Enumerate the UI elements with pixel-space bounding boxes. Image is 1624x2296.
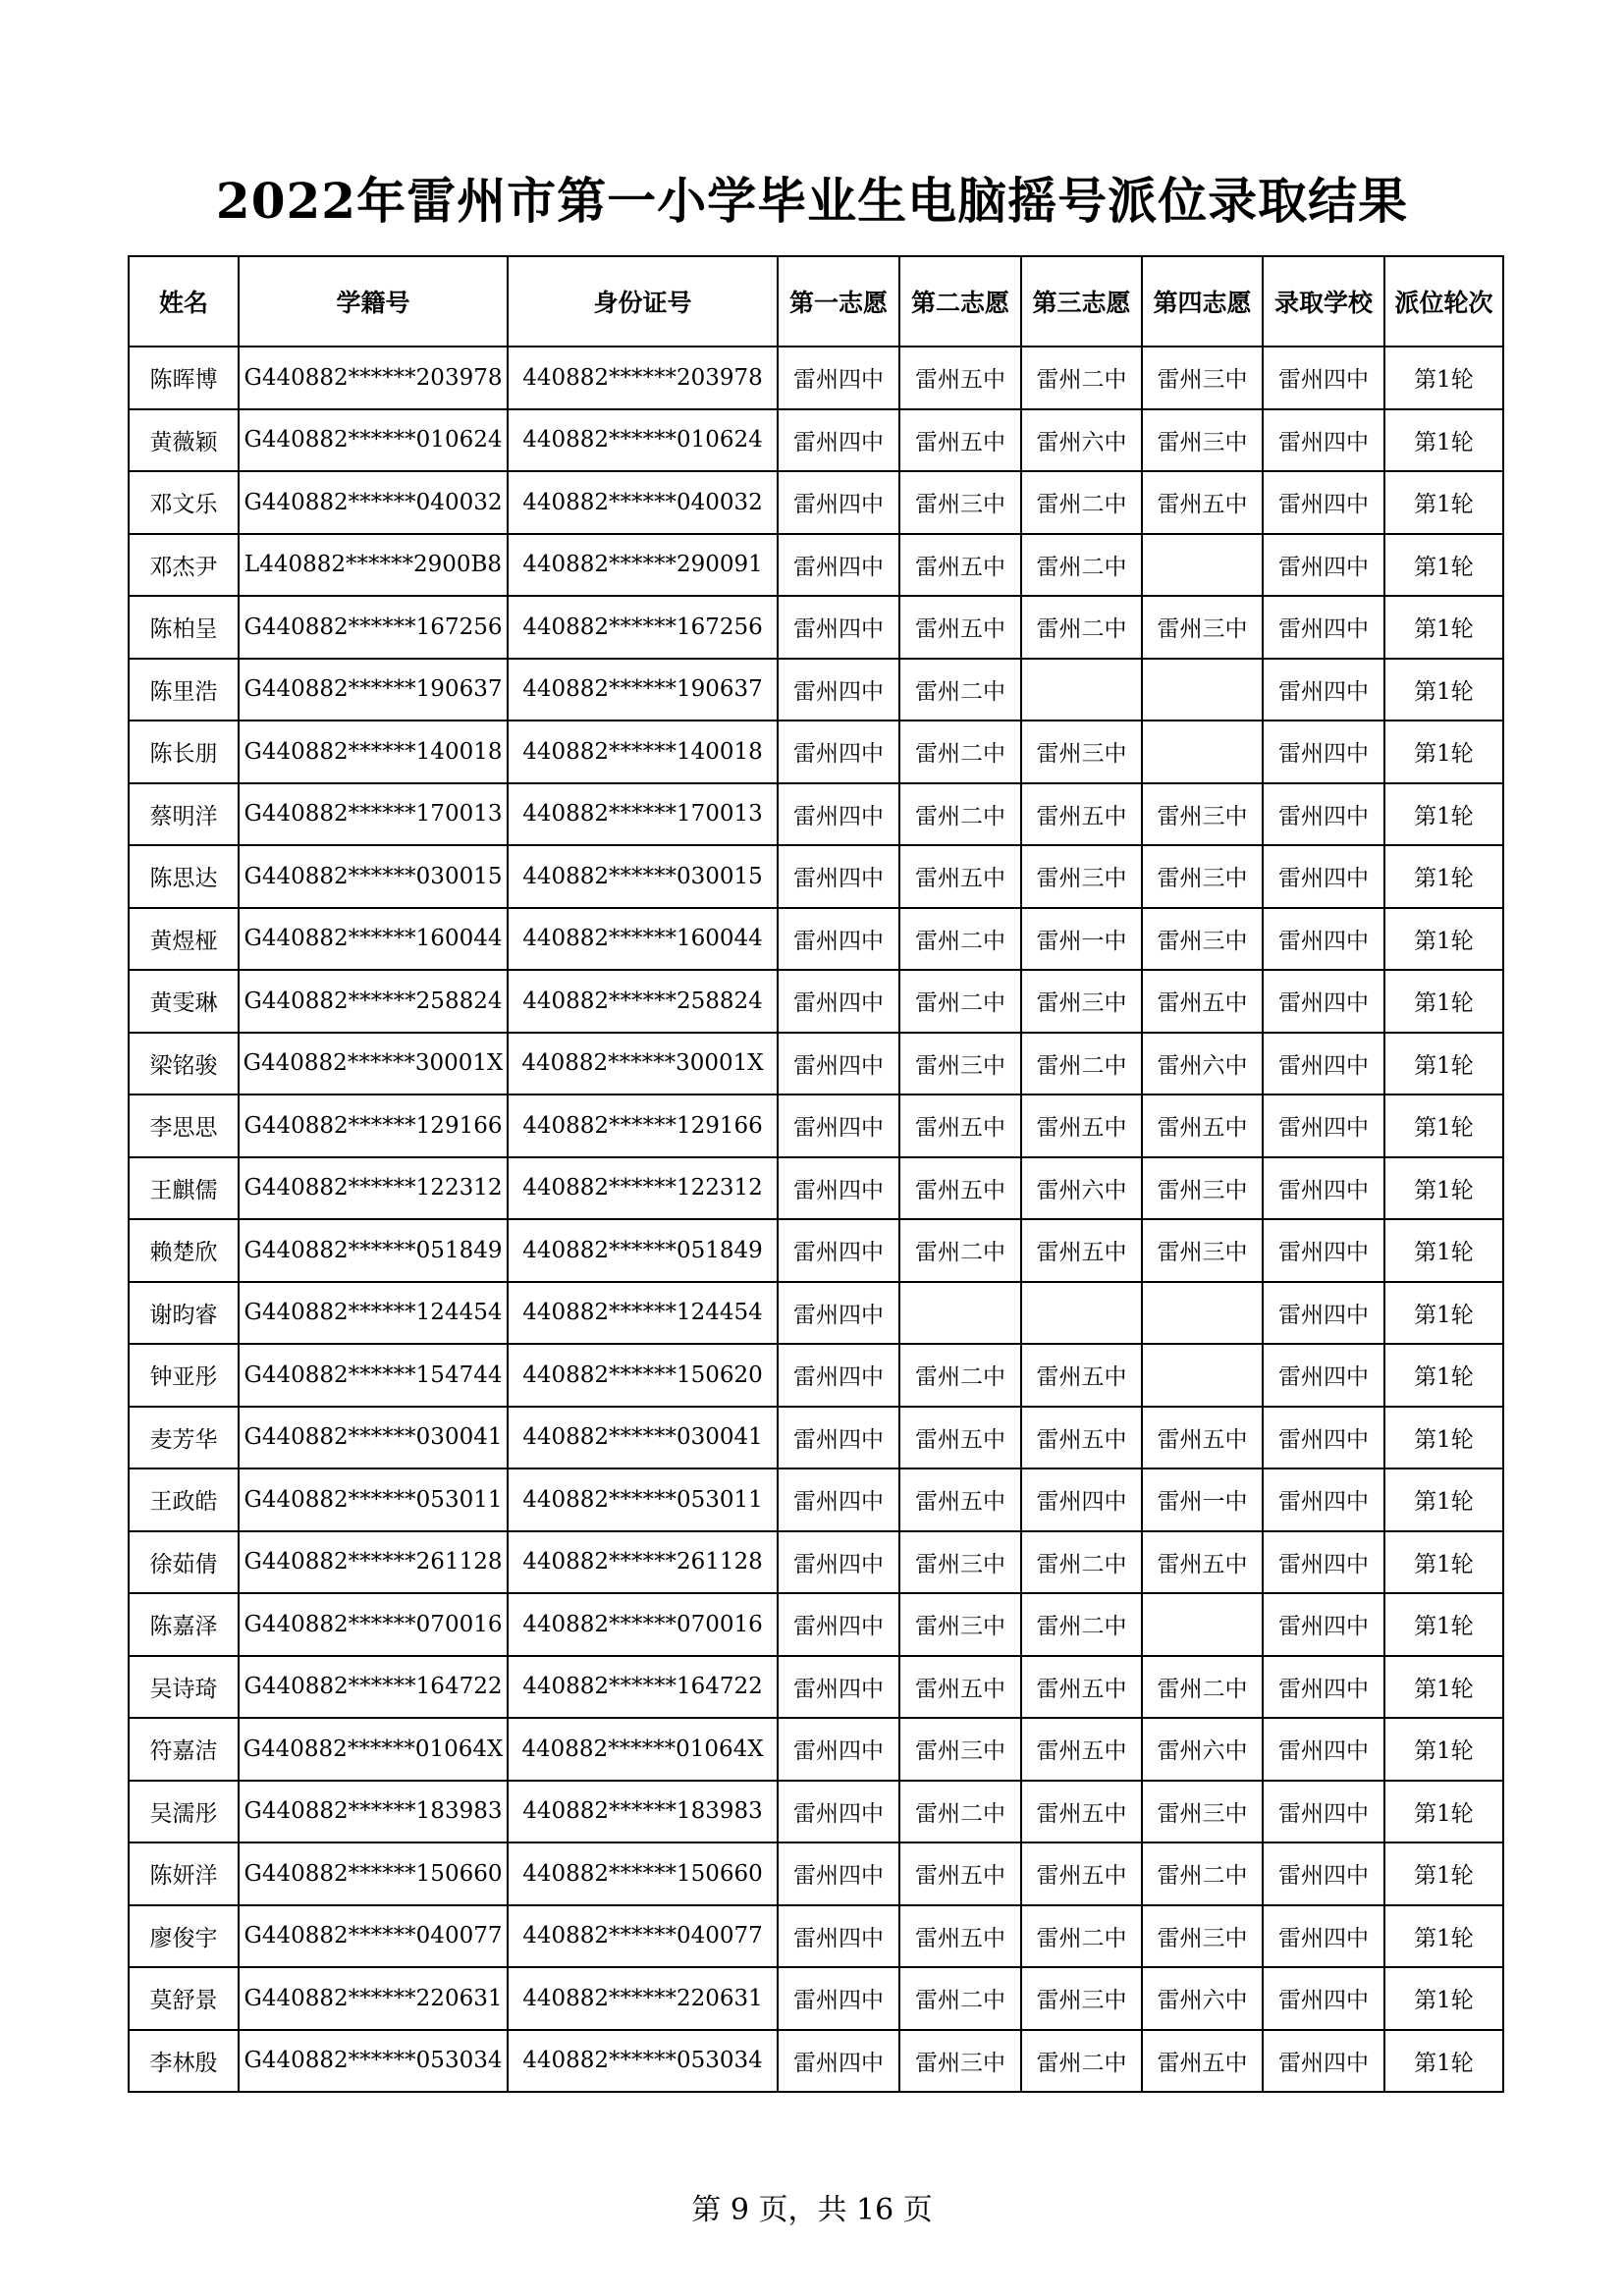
cell-choice-2: 雷州二中	[899, 908, 1021, 971]
cell-round: 第1轮	[1384, 1593, 1503, 1656]
table-row	[129, 721, 1503, 783]
cell-choice-1: 雷州四中	[778, 1842, 899, 1905]
cell-choice-2: 雷州二中	[899, 659, 1021, 721]
cell-id-card: 440882******040032	[508, 471, 778, 534]
table-body	[129, 347, 1503, 2092]
cell-round: 第1轮	[1384, 1531, 1503, 1594]
cell-choice-1: 雷州四中	[778, 908, 899, 971]
cell-choice-4: 雷州六中	[1142, 1967, 1263, 2030]
cell-name: 陈里浩	[129, 659, 239, 721]
cell-admitted-school: 雷州四中	[1263, 2030, 1384, 2093]
cell-student-id: G440882******030015	[239, 845, 508, 908]
cell-choice-4	[1142, 1282, 1263, 1345]
cell-admitted-school: 雷州四中	[1263, 347, 1384, 409]
cell-name: 邓杰尹	[129, 534, 239, 597]
cell-student-id: G440882******053011	[239, 1468, 508, 1531]
cell-choice-1: 雷州四中	[778, 2030, 899, 2093]
table-row	[129, 2030, 1503, 2093]
cell-choice-4: 雷州五中	[1142, 1095, 1263, 1157]
cell-student-id: G440882******122312	[239, 1157, 508, 1220]
cell-student-id: G440882******167256	[239, 596, 508, 659]
cell-choice-2: 雷州二中	[899, 1967, 1021, 2030]
cell-student-id: G440882******070016	[239, 1593, 508, 1656]
cell-choice-2: 雷州二中	[899, 783, 1021, 846]
cell-admitted-school: 雷州四中	[1263, 908, 1384, 971]
cell-choice-3: 雷州一中	[1021, 908, 1142, 971]
table-row	[129, 1967, 1503, 2030]
table-row	[129, 596, 1503, 659]
cell-id-card: 440882******190637	[508, 659, 778, 721]
cell-id-card: 440882******164722	[508, 1656, 778, 1719]
cell-choice-1: 雷州四中	[778, 1531, 899, 1594]
cell-choice-3: 雷州二中	[1021, 1593, 1142, 1656]
cell-id-card: 440882******070016	[508, 1593, 778, 1656]
cell-student-id: G440882******261128	[239, 1531, 508, 1594]
table-row	[129, 1033, 1503, 1095]
cell-name: 麦芳华	[129, 1407, 239, 1469]
cell-student-id: G440882******124454	[239, 1282, 508, 1345]
cell-round: 第1轮	[1384, 347, 1503, 409]
header-student-id: 学籍号	[239, 256, 508, 347]
cell-admitted-school: 雷州四中	[1263, 1282, 1384, 1345]
cell-name: 邓文乐	[129, 471, 239, 534]
cell-round: 第1轮	[1384, 1718, 1503, 1781]
cell-choice-4: 雷州三中	[1142, 783, 1263, 846]
page-title: 2022年雷州市第一小学毕业生电脑摇号派位录取结果	[215, 172, 1409, 230]
cell-round: 第1轮	[1384, 409, 1503, 472]
cell-id-card: 440882******053011	[508, 1468, 778, 1531]
cell-choice-1: 雷州四中	[778, 1656, 899, 1719]
table-row	[129, 659, 1503, 721]
cell-student-id: G440882******140018	[239, 721, 508, 783]
cell-student-id: G440882******051849	[239, 1219, 508, 1282]
cell-admitted-school: 雷州四中	[1263, 1781, 1384, 1843]
cell-round: 第1轮	[1384, 1468, 1503, 1531]
cell-choice-4: 雷州三中	[1142, 845, 1263, 908]
header-name: 姓名	[129, 256, 239, 347]
cell-name: 李林殷	[129, 2030, 239, 2093]
cell-choice-1: 雷州四中	[778, 1407, 899, 1469]
cell-id-card: 440882******010624	[508, 409, 778, 472]
header-row	[129, 256, 1503, 347]
cell-choice-1: 雷州四中	[778, 534, 899, 597]
table-row	[129, 1905, 1503, 1968]
cell-name: 吴诗琦	[129, 1656, 239, 1719]
cell-choice-3: 雷州五中	[1021, 1095, 1142, 1157]
cell-choice-4	[1142, 1593, 1263, 1656]
cell-id-card: 440882******183983	[508, 1781, 778, 1843]
cell-id-card: 440882******129166	[508, 1095, 778, 1157]
cell-admitted-school: 雷州四中	[1263, 1157, 1384, 1220]
cell-choice-1: 雷州四中	[778, 1033, 899, 1095]
cell-name: 钟亚彤	[129, 1344, 239, 1407]
cell-choice-3: 雷州五中	[1021, 1718, 1142, 1781]
cell-student-id: G440882******258824	[239, 970, 508, 1033]
cell-choice-1: 雷州四中	[778, 1344, 899, 1407]
cell-admitted-school: 雷州四中	[1263, 783, 1384, 846]
cell-choice-4: 雷州五中	[1142, 970, 1263, 1033]
cell-student-id: G440882******30001X	[239, 1033, 508, 1095]
cell-admitted-school: 雷州四中	[1263, 1344, 1384, 1407]
cell-choice-4: 雷州三中	[1142, 1157, 1263, 1220]
cell-round: 第1轮	[1384, 1656, 1503, 1719]
cell-round: 第1轮	[1384, 970, 1503, 1033]
cell-id-card: 440882******150620	[508, 1344, 778, 1407]
cell-choice-2: 雷州三中	[899, 1718, 1021, 1781]
cell-choice-1: 雷州四中	[778, 970, 899, 1033]
cell-id-card: 440882******122312	[508, 1157, 778, 1220]
cell-round: 第1轮	[1384, 659, 1503, 721]
table-row	[129, 1656, 1503, 1719]
cell-student-id: G440882******040032	[239, 471, 508, 534]
cell-choice-2: 雷州二中	[899, 1344, 1021, 1407]
cell-choice-3: 雷州二中	[1021, 2030, 1142, 2093]
header-choice-4: 第四志愿	[1142, 256, 1263, 347]
cell-choice-3: 雷州二中	[1021, 1531, 1142, 1594]
cell-choice-4	[1142, 721, 1263, 783]
table-row	[129, 347, 1503, 409]
table-row	[129, 1157, 1503, 1220]
cell-name: 陈思达	[129, 845, 239, 908]
cell-choice-2: 雷州五中	[899, 1842, 1021, 1905]
cell-choice-3: 雷州六中	[1021, 409, 1142, 472]
cell-student-id: G440882******01064X	[239, 1718, 508, 1781]
table-row	[129, 845, 1503, 908]
cell-round: 第1轮	[1384, 721, 1503, 783]
cell-round: 第1轮	[1384, 2030, 1503, 2093]
cell-choice-4	[1142, 1344, 1263, 1407]
cell-round: 第1轮	[1384, 1905, 1503, 1968]
cell-name: 王政皓	[129, 1468, 239, 1531]
cell-choice-2: 雷州五中	[899, 1656, 1021, 1719]
cell-choice-3: 雷州三中	[1021, 845, 1142, 908]
cell-admitted-school: 雷州四中	[1263, 1033, 1384, 1095]
cell-round: 第1轮	[1384, 1033, 1503, 1095]
cell-round: 第1轮	[1384, 1095, 1503, 1157]
cell-choice-3: 雷州二中	[1021, 347, 1142, 409]
cell-choice-2: 雷州五中	[899, 1905, 1021, 1968]
cell-name: 王麒儒	[129, 1157, 239, 1220]
cell-choice-3: 雷州二中	[1021, 1905, 1142, 1968]
cell-choice-1: 雷州四中	[778, 409, 899, 472]
cell-student-id: G440882******160044	[239, 908, 508, 971]
cell-choice-4: 雷州二中	[1142, 1842, 1263, 1905]
cell-choice-3: 雷州六中	[1021, 1157, 1142, 1220]
cell-round: 第1轮	[1384, 908, 1503, 971]
cell-choice-1: 雷州四中	[778, 783, 899, 846]
cell-choice-4: 雷州三中	[1142, 1905, 1263, 1968]
table-row	[129, 1781, 1503, 1843]
cell-round: 第1轮	[1384, 1407, 1503, 1469]
cell-choice-2: 雷州三中	[899, 1593, 1021, 1656]
table-row	[129, 1282, 1503, 1345]
cell-name: 吴濡彤	[129, 1781, 239, 1843]
cell-choice-2: 雷州三中	[899, 2030, 1021, 2093]
cell-choice-2	[899, 1282, 1021, 1345]
cell-choice-4: 雷州六中	[1142, 1718, 1263, 1781]
cell-choice-3: 雷州三中	[1021, 1967, 1142, 2030]
cell-choice-4: 雷州五中	[1142, 471, 1263, 534]
cell-admitted-school: 雷州四中	[1263, 659, 1384, 721]
cell-choice-3: 雷州五中	[1021, 1219, 1142, 1282]
header-choice-1: 第一志愿	[778, 256, 899, 347]
cell-choice-1: 雷州四中	[778, 721, 899, 783]
cell-choice-3: 雷州二中	[1021, 534, 1142, 597]
cell-choice-4: 雷州五中	[1142, 1407, 1263, 1469]
cell-choice-4: 雷州五中	[1142, 1531, 1263, 1594]
cell-round: 第1轮	[1384, 783, 1503, 846]
cell-admitted-school: 雷州四中	[1263, 1593, 1384, 1656]
cell-student-id: L440882******2900B8	[239, 534, 508, 597]
cell-student-id: G440882******170013	[239, 783, 508, 846]
cell-choice-3: 雷州二中	[1021, 1033, 1142, 1095]
cell-round: 第1轮	[1384, 845, 1503, 908]
cell-choice-4: 雷州二中	[1142, 1656, 1263, 1719]
cell-choice-1: 雷州四中	[778, 1718, 899, 1781]
cell-choice-3: 雷州五中	[1021, 1344, 1142, 1407]
cell-student-id: G440882******053034	[239, 2030, 508, 2093]
cell-id-card: 440882******040077	[508, 1905, 778, 1968]
cell-choice-2: 雷州二中	[899, 721, 1021, 783]
cell-choice-1: 雷州四中	[778, 1219, 899, 1282]
cell-name: 梁铭骏	[129, 1033, 239, 1095]
table-row	[129, 908, 1503, 971]
cell-choice-3: 雷州二中	[1021, 471, 1142, 534]
cell-choice-4	[1142, 659, 1263, 721]
table-row	[129, 1219, 1503, 1282]
page-footer: 第 9 页，共 16 页	[691, 2193, 933, 2227]
cell-id-card: 440882******030041	[508, 1407, 778, 1469]
cell-round: 第1轮	[1384, 1219, 1503, 1282]
cell-name: 黄薇颖	[129, 409, 239, 472]
cell-name: 赖楚欣	[129, 1219, 239, 1282]
table-row	[129, 1531, 1503, 1594]
cell-id-card: 440882******258824	[508, 970, 778, 1033]
cell-id-card: 440882******160044	[508, 908, 778, 971]
cell-name: 黄雯琳	[129, 970, 239, 1033]
header-admitted-school: 录取学校	[1263, 256, 1384, 347]
cell-choice-3: 雷州三中	[1021, 970, 1142, 1033]
cell-round: 第1轮	[1384, 1842, 1503, 1905]
cell-admitted-school: 雷州四中	[1263, 596, 1384, 659]
cell-admitted-school: 雷州四中	[1263, 1468, 1384, 1531]
cell-admitted-school: 雷州四中	[1263, 1718, 1384, 1781]
cell-choice-4: 雷州六中	[1142, 1033, 1263, 1095]
header-choice-2: 第二志愿	[899, 256, 1021, 347]
cell-admitted-school: 雷州四中	[1263, 1842, 1384, 1905]
cell-admitted-school: 雷州四中	[1263, 471, 1384, 534]
cell-round: 第1轮	[1384, 1344, 1503, 1407]
cell-student-id: G440882******164722	[239, 1656, 508, 1719]
cell-choice-2: 雷州二中	[899, 1781, 1021, 1843]
table-row	[129, 1344, 1503, 1407]
cell-choice-2: 雷州五中	[899, 596, 1021, 659]
cell-choice-1: 雷州四中	[778, 471, 899, 534]
cell-name: 陈妍洋	[129, 1842, 239, 1905]
cell-choice-1: 雷州四中	[778, 1095, 899, 1157]
cell-choice-1: 雷州四中	[778, 1781, 899, 1843]
table-row	[129, 1718, 1503, 1781]
cell-choice-1: 雷州四中	[778, 1967, 899, 2030]
cell-name: 陈柏呈	[129, 596, 239, 659]
cell-choice-2: 雷州三中	[899, 1033, 1021, 1095]
cell-choice-2: 雷州三中	[899, 1531, 1021, 1594]
cell-choice-1: 雷州四中	[778, 1905, 899, 1968]
cell-choice-2: 雷州二中	[899, 1219, 1021, 1282]
cell-id-card: 440882******290091	[508, 534, 778, 597]
cell-name: 陈嘉泽	[129, 1593, 239, 1656]
cell-round: 第1轮	[1384, 596, 1503, 659]
cell-admitted-school: 雷州四中	[1263, 970, 1384, 1033]
cell-student-id: G440882******203978	[239, 347, 508, 409]
cell-choice-3	[1021, 1282, 1142, 1345]
cell-id-card: 440882******01064X	[508, 1718, 778, 1781]
cell-choice-2: 雷州五中	[899, 1407, 1021, 1469]
header-choice-3: 第三志愿	[1021, 256, 1142, 347]
cell-choice-3: 雷州五中	[1021, 783, 1142, 846]
cell-choice-3	[1021, 659, 1142, 721]
cell-name: 李思思	[129, 1095, 239, 1157]
table-row	[129, 970, 1503, 1033]
cell-admitted-school: 雷州四中	[1263, 409, 1384, 472]
cell-choice-1: 雷州四中	[778, 845, 899, 908]
cell-choice-1: 雷州四中	[778, 596, 899, 659]
cell-choice-4: 雷州五中	[1142, 2030, 1263, 2093]
cell-choice-2: 雷州五中	[899, 1468, 1021, 1531]
cell-admitted-school: 雷州四中	[1263, 1531, 1384, 1594]
cell-admitted-school: 雷州四中	[1263, 1095, 1384, 1157]
cell-id-card: 440882******220631	[508, 1967, 778, 2030]
cell-id-card: 440882******053034	[508, 2030, 778, 2093]
cell-choice-3: 雷州四中	[1021, 1468, 1142, 1531]
cell-name: 谢昀睿	[129, 1282, 239, 1345]
cell-round: 第1轮	[1384, 471, 1503, 534]
cell-id-card: 440882******170013	[508, 783, 778, 846]
cell-admitted-school: 雷州四中	[1263, 1407, 1384, 1469]
cell-round: 第1轮	[1384, 1781, 1503, 1843]
cell-choice-2: 雷州五中	[899, 845, 1021, 908]
results-table	[128, 255, 1504, 2093]
cell-choice-3: 雷州二中	[1021, 596, 1142, 659]
cell-choice-1: 雷州四中	[778, 1157, 899, 1220]
table-row	[129, 471, 1503, 534]
cell-choice-1: 雷州四中	[778, 659, 899, 721]
table-row	[129, 1468, 1503, 1531]
cell-choice-4	[1142, 534, 1263, 597]
table-row	[129, 783, 1503, 846]
cell-id-card: 440882******051849	[508, 1219, 778, 1282]
cell-name: 黄煜桠	[129, 908, 239, 971]
cell-choice-3: 雷州五中	[1021, 1656, 1142, 1719]
table-row	[129, 409, 1503, 472]
table-row	[129, 1407, 1503, 1469]
cell-round: 第1轮	[1384, 1282, 1503, 1345]
cell-admitted-school: 雷州四中	[1263, 1905, 1384, 1968]
cell-student-id: G440882******010624	[239, 409, 508, 472]
cell-id-card: 440882******140018	[508, 721, 778, 783]
cell-id-card: 440882******150660	[508, 1842, 778, 1905]
cell-student-id: G440882******129166	[239, 1095, 508, 1157]
cell-id-card: 440882******261128	[508, 1531, 778, 1594]
cell-admitted-school: 雷州四中	[1263, 721, 1384, 783]
cell-choice-4: 雷州三中	[1142, 347, 1263, 409]
cell-id-card: 440882******30001X	[508, 1033, 778, 1095]
header-round: 派位轮次	[1384, 256, 1503, 347]
table-row	[129, 1593, 1503, 1656]
cell-round: 第1轮	[1384, 1157, 1503, 1220]
cell-name: 徐茹倩	[129, 1531, 239, 1594]
cell-choice-2: 雷州五中	[899, 347, 1021, 409]
cell-id-card: 440882******167256	[508, 596, 778, 659]
cell-student-id: G440882******190637	[239, 659, 508, 721]
cell-choice-2: 雷州二中	[899, 970, 1021, 1033]
cell-student-id: G440882******150660	[239, 1842, 508, 1905]
cell-name: 莫舒景	[129, 1967, 239, 2030]
cell-choice-4: 雷州三中	[1142, 596, 1263, 659]
header-id-card: 身份证号	[508, 256, 778, 347]
cell-choice-3: 雷州三中	[1021, 721, 1142, 783]
cell-name: 陈长朋	[129, 721, 239, 783]
cell-name: 陈晖博	[129, 347, 239, 409]
cell-round: 第1轮	[1384, 534, 1503, 597]
cell-choice-4: 雷州一中	[1142, 1468, 1263, 1531]
cell-choice-1: 雷州四中	[778, 347, 899, 409]
cell-student-id: G440882******030041	[239, 1407, 508, 1469]
table-row	[129, 534, 1503, 597]
cell-admitted-school: 雷州四中	[1263, 534, 1384, 597]
cell-choice-4: 雷州三中	[1142, 1219, 1263, 1282]
cell-student-id: G440882******154744	[239, 1344, 508, 1407]
cell-choice-4: 雷州三中	[1142, 409, 1263, 472]
cell-choice-2: 雷州三中	[899, 471, 1021, 534]
cell-id-card: 440882******124454	[508, 1282, 778, 1345]
cell-choice-2: 雷州五中	[899, 1157, 1021, 1220]
cell-admitted-school: 雷州四中	[1263, 1219, 1384, 1282]
cell-choice-3: 雷州五中	[1021, 1781, 1142, 1843]
cell-choice-4: 雷州三中	[1142, 908, 1263, 971]
cell-choice-1: 雷州四中	[778, 1468, 899, 1531]
cell-student-id: G440882******183983	[239, 1781, 508, 1843]
cell-id-card: 440882******030015	[508, 845, 778, 908]
cell-choice-2: 雷州五中	[899, 409, 1021, 472]
cell-name: 符嘉洁	[129, 1718, 239, 1781]
cell-student-id: G440882******220631	[239, 1967, 508, 2030]
cell-admitted-school: 雷州四中	[1263, 1967, 1384, 2030]
cell-choice-1: 雷州四中	[778, 1282, 899, 1345]
cell-round: 第1轮	[1384, 1967, 1503, 2030]
cell-choice-3: 雷州五中	[1021, 1407, 1142, 1469]
cell-student-id: G440882******040077	[239, 1905, 508, 1968]
table-row	[129, 1095, 1503, 1157]
table-row	[129, 1842, 1503, 1905]
cell-admitted-school: 雷州四中	[1263, 845, 1384, 908]
cell-choice-4: 雷州三中	[1142, 1781, 1263, 1843]
cell-name: 蔡明洋	[129, 783, 239, 846]
cell-name: 廖俊宇	[129, 1905, 239, 1968]
cell-choice-2: 雷州五中	[899, 534, 1021, 597]
cell-id-card: 440882******203978	[508, 347, 778, 409]
cell-choice-2: 雷州五中	[899, 1095, 1021, 1157]
cell-admitted-school: 雷州四中	[1263, 1656, 1384, 1719]
cell-choice-1: 雷州四中	[778, 1593, 899, 1656]
cell-choice-3: 雷州五中	[1021, 1842, 1142, 1905]
